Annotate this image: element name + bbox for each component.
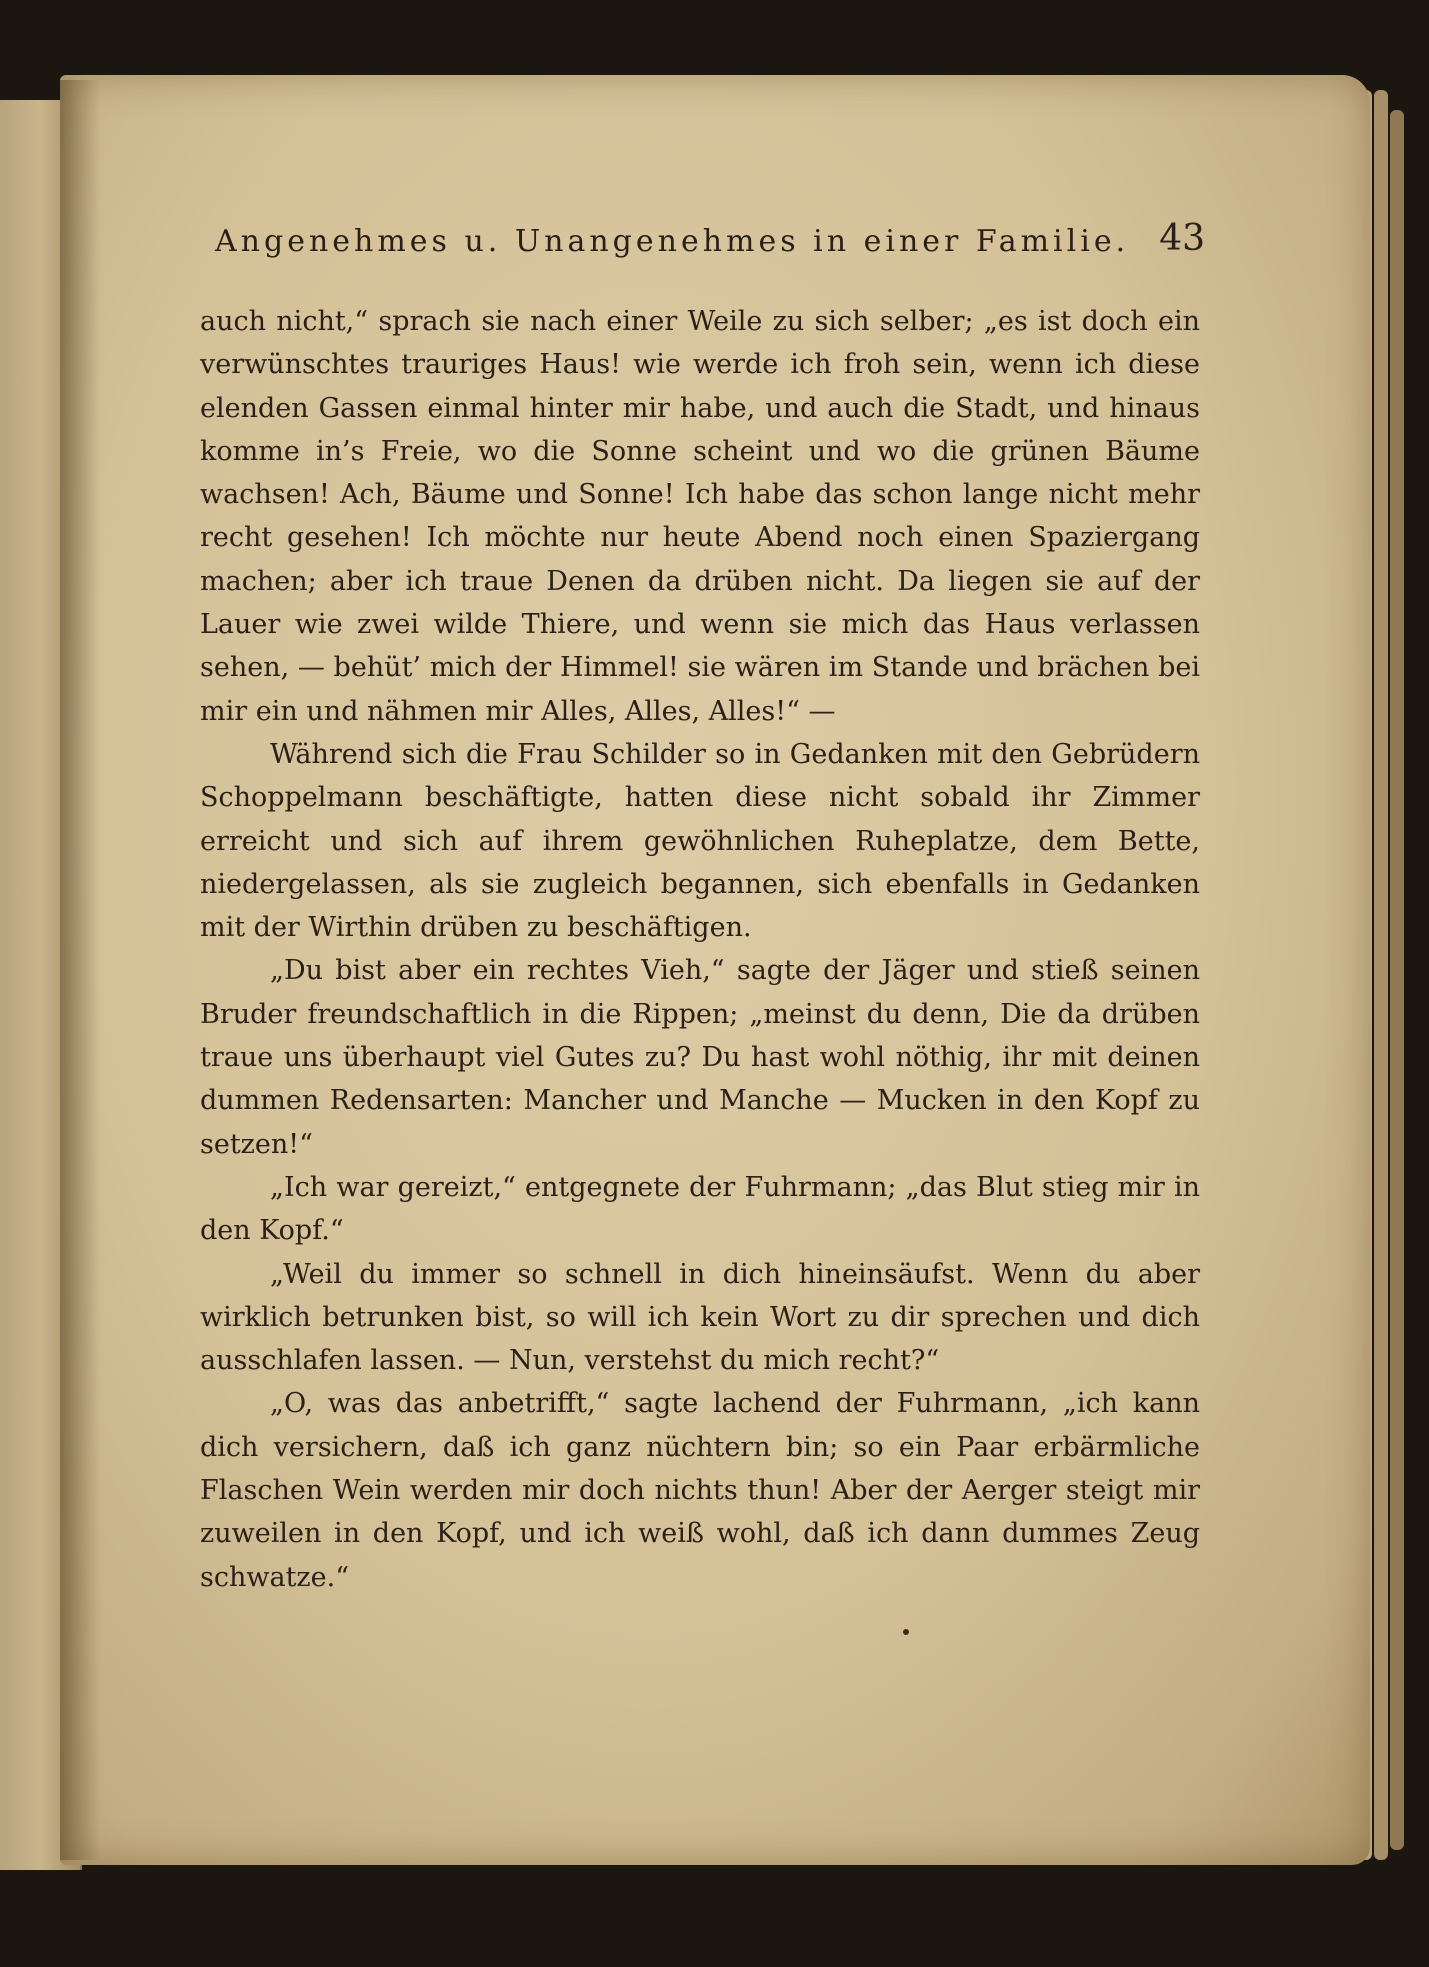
page-number: 43 xyxy=(1159,218,1205,259)
ink-speck xyxy=(903,1629,909,1635)
running-title: Angenehmes u. Unangenehmes in einer Familie. xyxy=(215,224,1130,259)
book-gutter-shadow xyxy=(60,80,100,1860)
page-header xyxy=(215,218,1205,268)
paragraph: „O, was das anbetrifft,“ sagte lachend der Fuhrmann, „ich kann dich versichern, daß ich ganz nüchtern bin; so ein Paar erbärmliche Flaschen Wein werden mir doch nichts thun! Aber der Aerger steigt mir zuweilen in den Kopf, und ich weiß wohl, daß ich dann dummes Zeug schwatze.“ xyxy=(200,1388,1200,1593)
paragraph: „Weil du immer so schnell in dich hineinsäufst. Wenn du aber wirklich betrunken bist, so will ich kein Wort zu dir sprechen und dich ausschlafen lassen. — Nun, verstehst du mich recht?“ xyxy=(200,1258,1200,1377)
paragraph: Während sich die Frau Schilder so in Gedanken mit den Gebrüdern Schoppelmann beschäftigte, hatten diese nicht sobald ihr Zimmer erreicht und sich auf ihrem gewöhnlichen Ruheplatze, dem Bette, niedergelassen, als sie zugleich begannen, sich ebenfalls in Gedanken mit der Wirthin drüben zu beschäftigen. xyxy=(200,738,1200,944)
paragraph: „Ich war gereizt,“ entgegnete der Fuhrmann; „das Blut stieg mir in den Kopf.“ xyxy=(200,1171,1200,1247)
paragraph: „Du bist aber ein rechtes Vieh,“ sagte der Jäger und stieß seinen Bruder freundschaftlich in die Rippen; „meinst du denn, Die da drüben traue uns überhaupt viel Gutes zu? Du hast wohl nöthig, ihr mit deinen dummen Redensarten: Mancher und Manche — Mucken in den Kopf zu setzen!“ xyxy=(200,955,1200,1160)
paragraph: auch nicht,“ sprach sie nach einer Weile zu sich selber; „es ist doch ein verwünschtes trauriges Haus! wie werde ich froh sein, wenn ich diese elenden Gassen einmal hinter mir habe, und auch die Stadt, und hinaus komme in’s Freie, wo die Sonne scheint und wo die grünen Bäume wachsen! Ach, Bäume und Sonne! Ich habe das schon lange nicht mehr recht gesehen! Ich möchte nur heute Abend noch einen Spaziergang machen; aber ich traue Denen da drüben nicht. Da liegen sie auf der Lauer wie zwei wilde Thiere, und wenn sie mich das Haus verlassen sehen, — behüt’ mich der Himmel! sie wären im Stande und brächen bei mir ein und nähmen mir Alles, Alles, Alles!“ — xyxy=(200,306,1200,727)
page-edge-stack xyxy=(1374,90,1388,1860)
page-edge-stack xyxy=(1390,110,1404,1850)
page-body xyxy=(200,300,1200,1599)
